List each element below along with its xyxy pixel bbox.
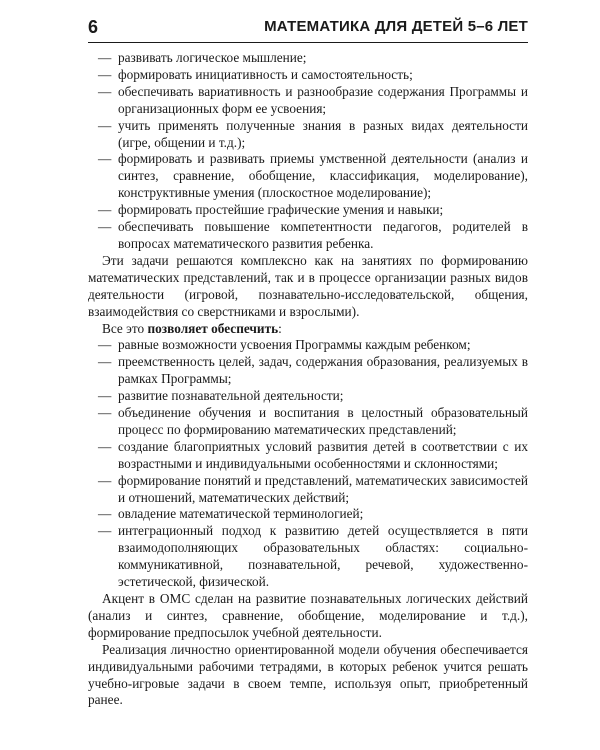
list-item-text: овладение математической терминологией; [118,506,364,522]
list-item-text: преемственность целей, задач, содержания образования, реализуемых в рамках Программы; [118,354,528,387]
list-item [88,405,528,439]
page-body [88,50,528,709]
running-title: МАТЕМАТИКА ДЛЯ ДЕТЕЙ 5–6 ЛЕТ [264,18,528,35]
dash-marker: — [98,219,112,235]
list-item-text: формировать простейшие графические умения и навыки; [118,202,444,218]
list-item [88,354,528,388]
dash-marker: — [98,523,112,539]
list-item [88,388,528,405]
list-item [88,473,528,507]
list-item-text: учить применять полученные знания в разных видах деятельности (игре, общении и т.д.); [118,117,528,150]
provides-intro-bold: позволяет обеспечить [147,320,279,336]
list-item-text: создание благоприятных условий развития детей в соответствии с их возрастными и индивидуальными особенностями и склонностями; [118,438,528,471]
page-header [88,14,528,43]
list-item [88,219,528,253]
tasks-list [88,50,528,253]
paragraph: Акцент в ОМС сделан на развитие познавательных логических действий (анализ и синтез, сравнение, обобщение, моделирование и т.д.), формирование предпосылок учебной деятельности. [88,591,528,640]
list-item [88,84,528,118]
list-item-text: формирование понятий и представлений, математических зависимостей и отношений, математических действий; [118,472,528,505]
paragraph: Реализация личностно ориентированной модели обучения обеспечивается индивидуальными рабочими тетрадями, в которых ребенок учится решать учебно-игровые задачи в своем темпе, используя опыт, приобретенный ранее. [88,641,528,708]
list-item [88,50,528,67]
dash-marker: — [98,50,112,65]
list-item-text: формировать и развивать приемы умственной деятельности (анализ и синтез, сравнение, обобщение, классификация, моделирование), конструктивные умения (плоскостное моделирование); [118,151,528,201]
dash-marker: — [98,405,112,421]
list-item [88,151,528,202]
list-item-text: равные возможности усвоения Программы каждым ребенком; [118,337,471,353]
list-item [88,523,528,591]
dash-marker: — [98,388,112,404]
list-item [88,506,528,523]
list-item-text: развивать логическое мышление; [118,50,307,65]
list-item [88,202,528,219]
dash-marker: — [98,438,112,454]
dash-marker: — [98,151,112,167]
list-item [88,67,528,84]
provides-intro [88,321,528,338]
list-item [88,118,528,152]
list-item-text: формировать инициативность и самостоятельность; [118,66,413,82]
list-item-text: развитие познавательной деятельности; [118,388,344,404]
dash-marker: — [98,117,112,133]
dash-marker: — [98,354,112,370]
dash-marker: — [98,337,112,353]
list-item [88,439,528,473]
list-item [88,337,528,354]
list-item-text: интеграционный подход к развитию детей осуществляется в пяти взаимодополняющих образовательных областях: социально-коммуникативной, познавательной, речевой, художественно-эстетической, физической. [118,523,528,590]
provides-list [88,337,528,591]
dash-marker: — [98,83,112,99]
list-item-text: обеспечивать повышение компетентности педагогов, родителей в вопросах математического развития ребенка. [118,219,528,251]
dash-marker: — [98,506,112,522]
provides-intro-text: Все это [102,320,148,336]
dash-marker: — [98,472,112,488]
list-item-text: обеспечивать вариативность и разнообразие содержания Программы и организационных форм ее усвоения; [118,83,528,116]
list-item-text: объединение обучения и воспитания в целостный образовательный процесс по формированию математических представлений; [118,405,528,437]
dash-marker: — [98,66,112,82]
paragraph: Эти задачи решаются комплексно как на занятиях по формированию математических представлений, так и в процессе организации разных видов деятельности (игровой, познавательно-исследовательской, общения, взаимодействия со сверстниками и взрослыми). [88,252,528,319]
page-number: 6 [88,17,99,37]
provides-intro-colon: : [278,320,282,336]
dash-marker: — [98,202,112,218]
